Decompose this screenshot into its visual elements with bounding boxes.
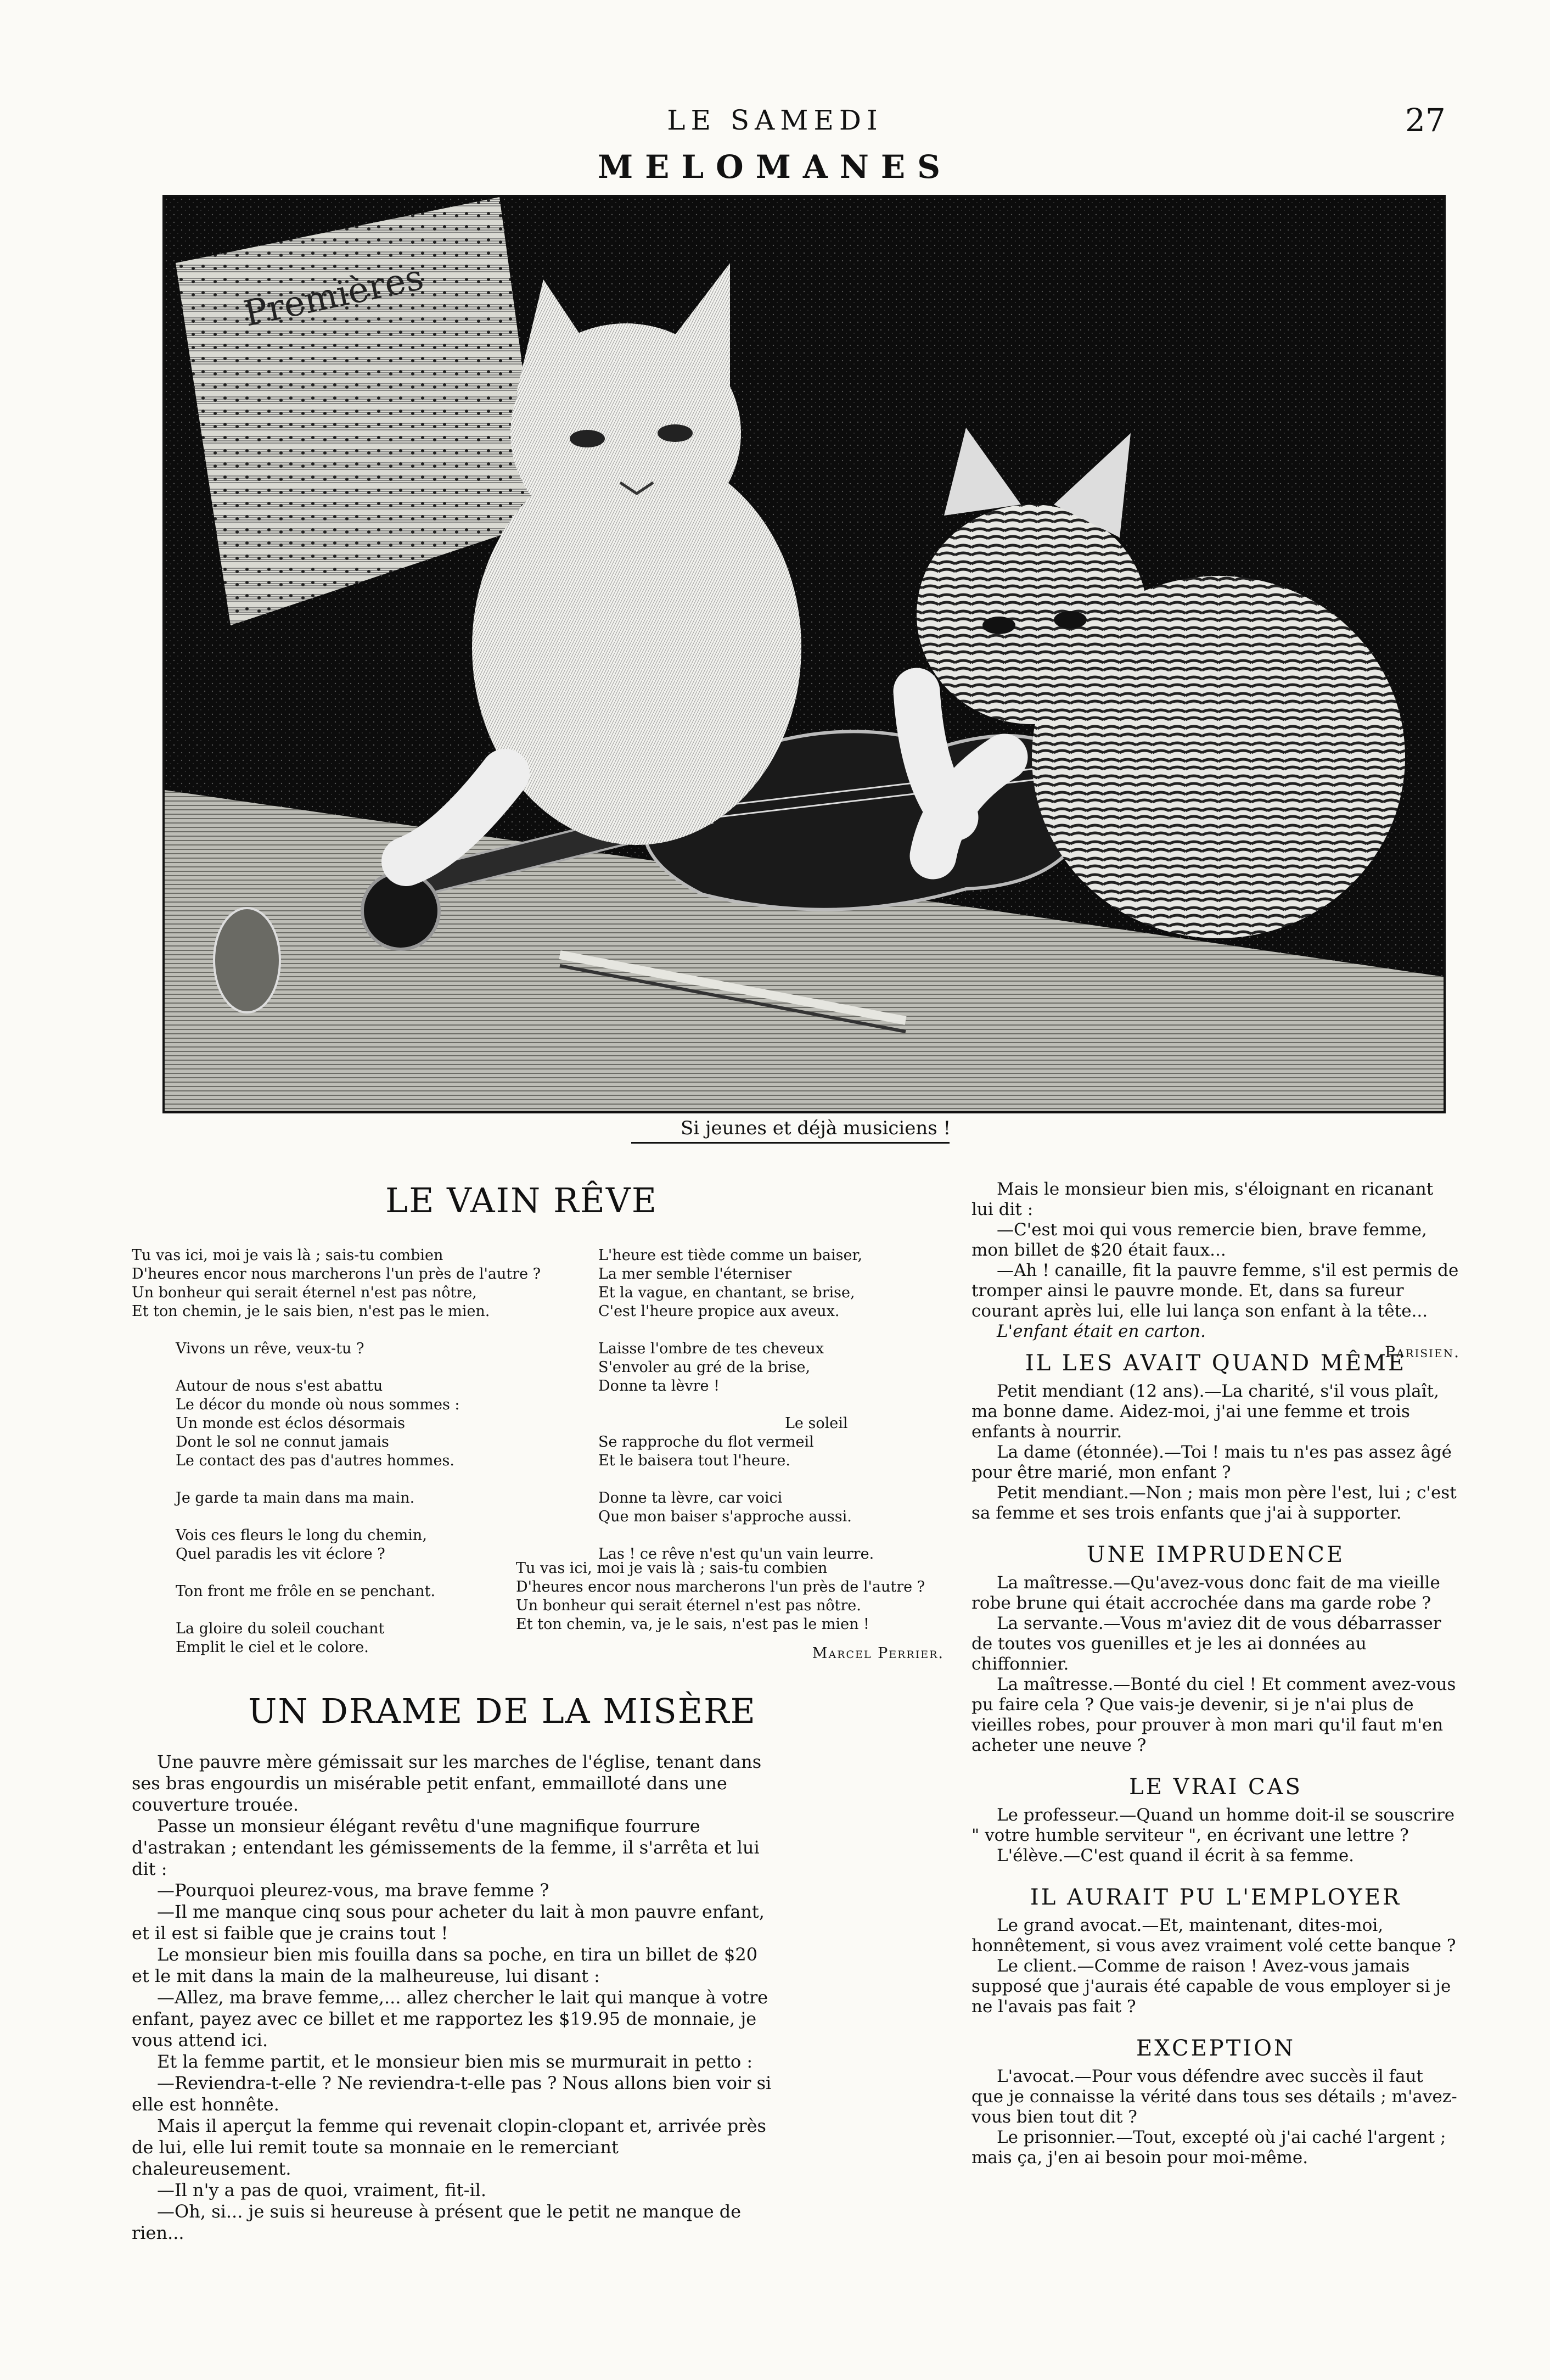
poem-line-gap xyxy=(132,1358,549,1377)
anecdote-body xyxy=(971,2067,1460,2168)
anecdote-paragraph: Le prisonnier.—Tout, excepté où j'ai caché l'argent ; mais ça, j'en ai besoin pour moi-même. xyxy=(971,2127,1446,2168)
poem-line: Que mon baiser s'approche aussi. xyxy=(598,1508,852,1525)
drame-suite-paragraph: L'enfant était en carton. xyxy=(997,1321,1206,1341)
anecdote-body xyxy=(971,1381,1460,1524)
anecdote-title: UNE IMPRUDENCE xyxy=(1086,1542,1345,1567)
anecdote-title: LE VRAI CAS xyxy=(1129,1774,1302,1800)
drame-paragraph: Le monsieur bien mis fouilla dans sa poche, en tira un billet de $20 et le mit dans la main de la malheureuse, lui disant : xyxy=(132,1944,758,1986)
anecdote-paragraph: Petit mendiant.—Non ; mais mon père l'est, lui ; c'est sa femme et ses trois enfants que j'ai à supporter. xyxy=(971,1483,1457,1523)
anecdote-paragraph: La dame (étonnée).—Toi ! mais tu n'es pas assez âgé pour être marié, mon enfant ? xyxy=(971,1442,1452,1482)
drame-suite-paragraph: —C'est moi qui vous remercie bien, brave femme, mon billet de $20 était faux... xyxy=(971,1220,1427,1260)
poem-line: Vivons un rêve, veux-tu ? xyxy=(176,1340,364,1357)
poem-left-column xyxy=(132,1246,549,1657)
poem-final-stanza xyxy=(516,1559,955,1634)
anecdote-title: IL AURAIT PU L'EMPLOYER xyxy=(1030,1885,1402,1910)
pine-cone xyxy=(214,908,280,1012)
anecdote-paragraph: Le client.—Comme de raison ! Avez-vous jamais supposé que j'aurais été capable de vous employer si je ne l'avais pas fait ? xyxy=(971,1956,1451,2017)
drame-paragraph: Une pauvre mère gémissait sur les marches de l'église, tenant dans ses bras engourdis un misérable petit enfant, emmailloté dans une couverture trouée. xyxy=(132,1751,762,1815)
poem-line: Tu vas ici, moi je vais là ; sais-tu combien xyxy=(132,1247,443,1264)
poem-line: Las ! ce rêve n'est qu'un vain leurre. xyxy=(598,1545,874,1563)
poem-line: Un bonheur qui serait éternel n'est pas nôtre. xyxy=(516,1597,861,1614)
poem-line: S'envoler au gré de la brise, xyxy=(598,1359,811,1376)
poem-line: Le soleil xyxy=(785,1415,848,1432)
poem-line: C'est l'heure propice aux aveux. xyxy=(598,1303,840,1320)
anecdote-paragraph: La maîtresse.—Qu'avez-vous donc fait de ma vieille robe brune qui était accrochée dans ma garde robe ? xyxy=(971,1573,1440,1613)
poem-line: Un bonheur qui serait éternel n'est pas nôtre, xyxy=(132,1284,477,1301)
poem-line: Le décor du monde où nous sommes : xyxy=(176,1396,460,1413)
poem-signature: Marcel Perrier. xyxy=(812,1645,944,1662)
poem-line: L'heure est tiède comme un baiser, xyxy=(598,1247,863,1264)
poem-line: Autour de nous s'est abattu xyxy=(176,1377,383,1395)
poem-line: Et la vague, en chantant, se brise, xyxy=(598,1284,855,1301)
kittens-violin-engraving xyxy=(165,197,1444,1111)
poem-line: Emplit le ciel et le colore. xyxy=(176,1639,369,1656)
poem-line: D'heures encor nous marcherons l'un près de l'autre ? xyxy=(132,1265,541,1283)
poem-line: Se rapproche du flot vermeil xyxy=(598,1433,814,1451)
poem-line: Et ton chemin, je le sais bien, n'est pas le mien. xyxy=(132,1303,490,1320)
poem-line-gap xyxy=(598,1396,955,1414)
anecdote-paragraph: Le professeur.—Quand un homme doit-il se souscrire " votre humble serviteur ", en écrivant une lettre ? xyxy=(971,1805,1455,1845)
drame-suite-paragraph: —Ah ! canaille, fit la pauvre femme, s'il est permis de tromper ainsi le pauvre monde. Et, dans sa fureur courant après lui, elle lui lança son enfant à la tête... xyxy=(971,1261,1459,1321)
poem-line-gap xyxy=(132,1601,549,1620)
drame-title: UN DRAME DE LA MISÈRE xyxy=(248,1691,756,1731)
page-number: 27 xyxy=(1405,102,1446,139)
drame-suite-paragraph: Mais le monsieur bien mis, s'éloignant en ricanant lui dit : xyxy=(971,1179,1434,1219)
anecdotes-column xyxy=(971,1351,1460,2168)
anecdote-paragraph: Petit mendiant (12 ans).—La charité, s'il vous plaît, ma bonne dame. Aidez-moi, j'ai une femme et trois enfants à nourrir. xyxy=(971,1381,1439,1442)
poem-title: LE VAIN RÊVE xyxy=(385,1180,658,1220)
poem-line-gap xyxy=(132,1564,549,1582)
drame-continuation xyxy=(971,1179,1460,1362)
poem-line: Dont le sol ne connut jamais xyxy=(176,1433,389,1451)
poem-line-gap xyxy=(132,1470,549,1489)
poem-line: Tu vas ici, moi je vais là ; sais-tu combien xyxy=(516,1560,828,1577)
poem-line: Et ton chemin, va, je le sais, n'est pas le mien ! xyxy=(516,1616,869,1633)
drame-paragraph: Passe un monsieur élégant revêtu d'une magnifique fourrure d'astrakan ; entendant les gémissements de la femme, il s'arrêta et lui dit : xyxy=(132,1816,760,1879)
poem-line: Laisse l'ombre de tes cheveux xyxy=(598,1340,824,1357)
drame-paragraph: —Allez, ma brave femme,... allez chercher le lait qui manque à votre enfant, payez avec ce billet et me rapportez les $19.95 de monnaie, je vous attend ici. xyxy=(132,1987,768,2051)
anecdote-paragraph: La maîtresse.—Bonté du ciel ! Et comment avez-vous pu faire cela ? Que vais-je devenir, si je n'ai plus de vieilles robes, pour prouver à mon mari qu'il faut m'en acheter une neuve ? xyxy=(971,1675,1456,1755)
masthead: LE SAMEDI xyxy=(667,104,883,136)
poem-line: La gloire du soleil couchant xyxy=(176,1620,385,1637)
poem-line: Donne ta lèvre ! xyxy=(598,1377,720,1395)
poem-line-gap xyxy=(132,1321,549,1340)
poem-line: Je garde ta main dans ma main. xyxy=(176,1489,415,1507)
poem-line-gap xyxy=(598,1526,955,1545)
poem-line: Quel paradis les vit éclore ? xyxy=(176,1545,385,1563)
poem-line: Ton front me frôle en se penchant. xyxy=(176,1583,436,1600)
poem-line: Vois ces fleurs le long du chemin, xyxy=(176,1527,427,1544)
drame-story xyxy=(132,1751,779,2244)
drame-paragraph: —Oh, si... je suis si heureuse à présent que le petit ne manque de rien... xyxy=(132,2201,742,2243)
poem-line: Et le baisera tout l'heure. xyxy=(598,1452,790,1469)
poem-line: Un monde est éclos désormais xyxy=(176,1415,405,1432)
drame-paragraph: —Reviendra-t-elle ? Ne reviendra-t-elle pas ? Nous allons bien voir si elle est honnête. xyxy=(132,2073,772,2115)
drame-paragraph: —Il n'y a pas de quoi, vraiment, fit-il. xyxy=(157,2180,487,2200)
illustration xyxy=(162,195,1446,1113)
anecdote-body xyxy=(971,1916,1460,2017)
drame-paragraph: Mais il aperçut la femme qui revenait clopin-clopant et, arrivée près de lui, elle lui remit toute sa monnaie en le remerciant chaleureusement. xyxy=(132,2115,766,2179)
drame-paragraph: —Pourquoi pleurez-vous, ma brave femme ? xyxy=(157,1880,549,1901)
anecdote-paragraph: La servante.—Vous m'aviez dit de vous débarrasser de toutes vos guenilles et je les ai données au chiffonnier. xyxy=(971,1614,1441,1674)
anecdote-paragraph: L'élève.—C'est quand il écrit à sa femme. xyxy=(997,1846,1355,1866)
poem-right-column xyxy=(598,1246,955,1564)
poem-line-gap xyxy=(132,1508,549,1526)
anecdote-title: IL LES AVAIT QUAND MÊME xyxy=(1025,1351,1407,1376)
drame-paragraph: Et la femme partit, et le monsieur bien mis se murmurait in petto : xyxy=(157,2051,753,2072)
poem-line-gap xyxy=(598,1321,955,1340)
illustration-title: MELOMANES xyxy=(597,148,953,186)
drame-paragraph: —Il me manque cinq sous pour acheter du lait à mon pauvre enfant, et il est si faible que je crains tout ! xyxy=(132,1901,765,1944)
caption-rule xyxy=(631,1142,950,1144)
poem-line: La mer semble l'éterniser xyxy=(598,1265,792,1283)
anecdote-paragraph: L'avocat.—Pour vous défendre avec succès il faut que je connaisse la vérité dans tous ses détails ; m'avez-vous bien tout dit ? xyxy=(971,2067,1457,2127)
poem-line-gap xyxy=(598,1470,955,1489)
poem-line: Donne ta lèvre, car voici xyxy=(598,1489,783,1507)
illustration-caption: Si jeunes et déjà musiciens ! xyxy=(681,1117,951,1139)
anecdote-title: EXCEPTION xyxy=(1136,2036,1295,2061)
poem-line: D'heures encor nous marcherons l'un près de l'autre ? xyxy=(516,1578,925,1595)
sheet-music-text: Premières xyxy=(240,257,427,335)
drame-signature: Parisien. xyxy=(1385,1343,1460,1361)
anecdote-body xyxy=(971,1573,1460,1756)
poem-line: Le contact des pas d'autres hommes. xyxy=(176,1452,454,1469)
anecdote-paragraph: Le grand avocat.—Et, maintenant, dites-moi, honnêtement, si vous avez vraiment volé cette banque ? xyxy=(971,1916,1456,1956)
anecdote-body xyxy=(971,1805,1460,1866)
